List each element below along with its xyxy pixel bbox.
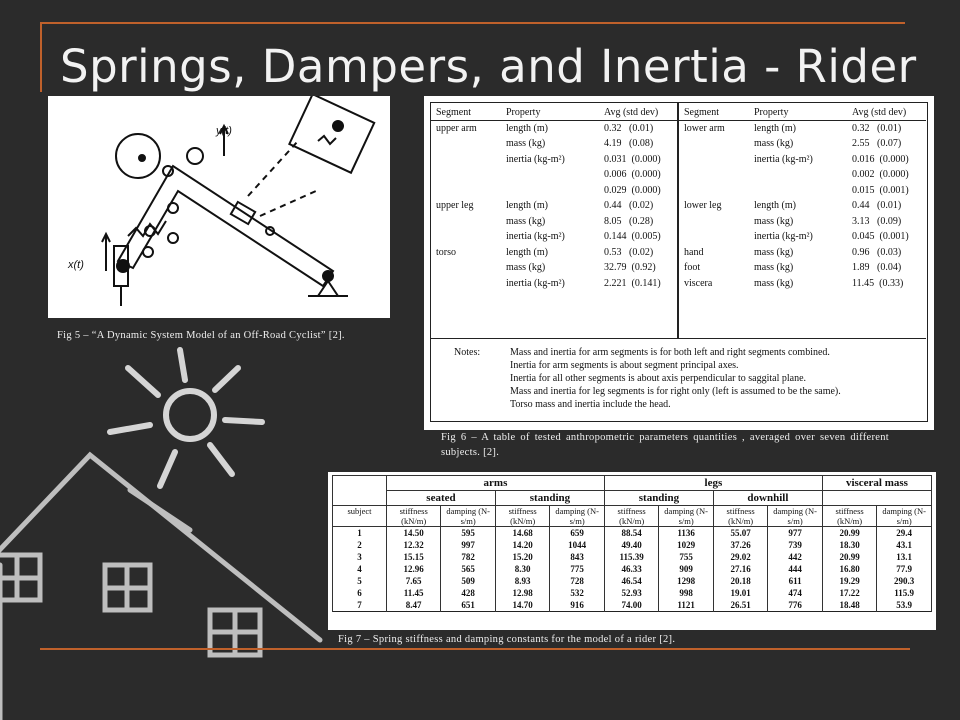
note-line: Inertia for arm segments is about segment principal axes. — [510, 360, 739, 371]
table-row — [680, 183, 926, 199]
column-header: subject — [333, 506, 387, 527]
table-row — [432, 276, 676, 292]
property-cell: mass (kg) — [754, 215, 794, 227]
table-row — [680, 152, 926, 168]
table-cell: 19.01 — [713, 587, 767, 599]
table-cell: 46.33 — [604, 563, 658, 575]
group-header-visceral: visceral mass — [822, 476, 931, 491]
group-header-legs: legs — [604, 476, 822, 491]
header-value: Avg (std dev) — [852, 107, 907, 118]
column-header: stiffness (kN/m) — [495, 506, 549, 527]
table-cell: 14.20 — [495, 539, 549, 551]
value-cell: 0.006 (0.000) — [604, 169, 661, 180]
value-cell: 2.55 (0.07) — [852, 138, 902, 149]
table-cell: 428 — [441, 587, 496, 599]
value-cell: 8.05 (0.28) — [604, 215, 654, 227]
table-row — [432, 214, 676, 230]
table-row — [680, 136, 926, 152]
segment-cell — [680, 152, 750, 168]
table-cell: 1298 — [659, 575, 714, 587]
property-cell — [502, 183, 600, 199]
column-header: stiffness (kN/m) — [604, 506, 658, 527]
fig6-left-table — [432, 105, 676, 291]
table-cell: 14.50 — [386, 527, 440, 540]
table-cell: 115.39 — [604, 551, 658, 563]
property-cell: inertia (kg-m²) — [506, 277, 565, 289]
table-cell: 1121 — [659, 599, 714, 612]
table-row — [432, 245, 676, 261]
table-cell: 18.30 — [822, 539, 876, 551]
segment-cell — [680, 136, 750, 152]
value-cell: 0.32 (0.01) — [852, 122, 902, 134]
table-row — [432, 167, 676, 183]
segment-cell: lower arm — [684, 122, 725, 134]
table-cell: 1 — [333, 527, 387, 540]
table-cell: 49.40 — [604, 539, 658, 551]
table-cell: 442 — [768, 551, 823, 563]
column-header: damping (N-s/m) — [659, 506, 714, 527]
segment-cell: torso — [436, 246, 456, 258]
segment-cell — [432, 229, 502, 245]
table-cell: 14.68 — [495, 527, 549, 540]
table-cell: 595 — [441, 527, 496, 540]
value-cell: 0.045 (0.001) — [852, 231, 909, 242]
value-cell: 0.44 (0.01) — [852, 200, 902, 211]
table-cell: 52.93 — [604, 587, 658, 599]
table-row — [432, 198, 676, 214]
table-row — [333, 551, 932, 563]
segment-cell — [432, 260, 502, 276]
value-cell: 0.96 (0.03) — [852, 246, 902, 258]
table-cell: 20.18 — [713, 575, 767, 587]
header-property: Property — [754, 107, 789, 118]
note-line: Mass and inertia for leg segments is for right only (left is assumed to be the same). — [510, 386, 841, 397]
column-header: damping (N-s/m) — [441, 506, 496, 527]
left-rule — [40, 22, 42, 92]
value-cell: 0.002 (0.000) — [852, 169, 909, 180]
property-cell: length (m) — [506, 246, 548, 258]
table-cell: 8.47 — [386, 599, 440, 612]
property-cell: inertia (kg-m²) — [754, 153, 813, 165]
segment-cell: foot — [684, 262, 701, 273]
segment-cell — [432, 183, 502, 199]
value-cell: 1.89 (0.04) — [852, 262, 902, 273]
column-header: stiffness (kN/m) — [386, 506, 440, 527]
property-cell: inertia (kg-m²) — [506, 231, 565, 242]
value-cell: 0.44 (0.02) — [604, 200, 654, 211]
segment-cell — [680, 167, 750, 183]
value-cell: 3.13 (0.09) — [852, 215, 902, 227]
table-cell: 53.9 — [877, 599, 932, 612]
value-cell: 0.031 (0.000) — [604, 153, 661, 165]
table-cell: 2 — [333, 539, 387, 551]
value-cell: 0.32 (0.01) — [604, 122, 654, 134]
fig6-right-table — [680, 105, 926, 291]
property-cell — [502, 167, 600, 183]
value-cell: 0.144 (0.005) — [604, 231, 661, 242]
table-row — [680, 214, 926, 230]
table-cell: 909 — [659, 563, 714, 575]
segment-cell — [680, 229, 750, 245]
table-cell: 8.30 — [495, 563, 549, 575]
table-cell: 74.00 — [604, 599, 658, 612]
segment-cell — [680, 183, 750, 199]
group-header-arms: arms — [386, 476, 604, 491]
table-row — [432, 229, 676, 245]
table-cell: 6 — [333, 587, 387, 599]
property-cell: length (m) — [754, 122, 796, 134]
table-header-row — [680, 105, 926, 121]
property-cell: inertia (kg-m²) — [506, 153, 565, 165]
table-cell: 88.54 — [604, 527, 658, 540]
value-cell: 0.016 (0.000) — [852, 153, 909, 165]
property-cell: mass (kg) — [754, 277, 794, 289]
bottom-rule — [40, 648, 910, 650]
table-cell: 20.99 — [822, 551, 876, 563]
fig6-table — [424, 96, 934, 430]
note-line: Inertia for all other segments is about axis perpendicular to saggital plane. — [510, 373, 807, 384]
value-cell: 4.19 (0.08) — [604, 138, 654, 149]
table-cell: 77.9 — [877, 563, 932, 575]
fig6-caption: Fig 6 – A table of tested anthropometric parameters quantities , averaged over seven different subjects. [2]. — [441, 432, 889, 458]
table-row — [680, 229, 926, 245]
table-cell: 7.65 — [386, 575, 440, 587]
table-cell: 776 — [768, 599, 823, 612]
table-cell: 15.20 — [495, 551, 549, 563]
table-cell: 115.9 — [877, 587, 932, 599]
header-segment: Segment — [684, 107, 719, 118]
x-label: x(t) — [68, 259, 84, 271]
table-cell: 977 — [768, 527, 823, 540]
table-cell: 27.16 — [713, 563, 767, 575]
table-cell: 3 — [333, 551, 387, 563]
table-cell: 997 — [441, 539, 496, 551]
value-cell: 0.029 (0.000) — [604, 184, 661, 196]
table-row — [432, 183, 676, 199]
table-cell: 509 — [441, 575, 496, 587]
fig5-caption: Fig 5 – “A Dynamic System Model of an Off-Road Cyclist” [2]. — [57, 330, 345, 341]
table-cell: 46.54 — [604, 575, 658, 587]
table-cell: 916 — [550, 599, 605, 612]
table-row — [432, 136, 676, 152]
table-row — [432, 260, 676, 276]
table-cell: 18.48 — [822, 599, 876, 612]
segment-cell: lower leg — [684, 200, 722, 211]
segment-cell — [432, 136, 502, 152]
table-cell: 659 — [550, 527, 605, 540]
segment-cell — [680, 214, 750, 230]
table-cell: 775 — [550, 563, 605, 575]
top-rule — [40, 22, 905, 24]
segment-cell: hand — [684, 246, 704, 258]
property-cell: length (m) — [754, 200, 796, 211]
segment-cell: viscera — [684, 277, 713, 289]
table-cell: 8.93 — [495, 575, 549, 587]
table-row — [680, 167, 926, 183]
group-header-row — [333, 476, 932, 491]
table-row — [333, 563, 932, 575]
sub-header-blank — [822, 491, 931, 506]
table-cell: 17.22 — [822, 587, 876, 599]
header-blank — [333, 476, 387, 506]
column-header: damping (N-s/m) — [550, 506, 605, 527]
fig7-table — [328, 472, 936, 630]
table-cell: 29.4 — [877, 527, 932, 540]
slide-title: Springs, Dampers, and Inertia - Rider — [60, 40, 917, 93]
property-cell: length (m) — [506, 122, 548, 134]
table-row — [680, 260, 926, 276]
property-cell: mass (kg) — [506, 262, 546, 273]
table-cell: 11.45 — [386, 587, 440, 599]
table-cell: 26.51 — [713, 599, 767, 612]
table-cell: 15.15 — [386, 551, 440, 563]
table-row — [333, 587, 932, 599]
property-cell: inertia (kg-m²) — [754, 231, 813, 242]
fig5-diagram — [48, 96, 390, 318]
header-property: Property — [506, 107, 541, 118]
table-cell: 37.26 — [713, 539, 767, 551]
segment-cell: upper arm — [436, 122, 477, 134]
table-cell: 12.96 — [386, 563, 440, 575]
segment-cell — [432, 214, 502, 230]
table-row — [680, 245, 926, 261]
table-cell: 565 — [441, 563, 496, 575]
table-cell: 29.02 — [713, 551, 767, 563]
table-cell: 13.1 — [877, 551, 932, 563]
value-cell: 2.221 (0.141) — [604, 277, 661, 289]
table-cell: 532 — [550, 587, 605, 599]
table-row — [333, 575, 932, 587]
value-cell: 0.015 (0.001) — [852, 184, 909, 196]
table-cell: 5 — [333, 575, 387, 587]
table-cell: 43.1 — [877, 539, 932, 551]
sub-header: downhill — [713, 491, 822, 506]
table-cell: 4 — [333, 563, 387, 575]
table-cell: 611 — [768, 575, 823, 587]
table-cell: 290.3 — [877, 575, 932, 587]
column-header: stiffness (kN/m) — [822, 506, 876, 527]
table-cell: 14.70 — [495, 599, 549, 612]
segment-cell — [432, 276, 502, 292]
table-row — [333, 539, 932, 551]
table-cell: 474 — [768, 587, 823, 599]
table-cell: 55.07 — [713, 527, 767, 540]
table-cell: 651 — [441, 599, 496, 612]
table-cell: 12.98 — [495, 587, 549, 599]
table-header-row — [432, 105, 676, 121]
note-line: Torso mass and inertia include the head. — [510, 399, 671, 410]
table-cell: 1136 — [659, 527, 714, 540]
table-cell: 728 — [550, 575, 605, 587]
table-row — [680, 276, 926, 292]
table-cell: 998 — [659, 587, 714, 599]
sub-header-row — [333, 491, 932, 506]
table-cell: 444 — [768, 563, 823, 575]
table-cell: 843 — [550, 551, 605, 563]
table-row — [432, 121, 676, 137]
column-header: damping (N-s/m) — [768, 506, 823, 527]
property-cell: length (m) — [506, 200, 548, 211]
segment-cell — [432, 167, 502, 183]
value-cell: 0.53 (0.02) — [604, 246, 654, 258]
segment-cell: upper leg — [436, 200, 474, 211]
table-row — [432, 152, 676, 168]
property-cell: mass (kg) — [506, 138, 546, 149]
property-cell: mass (kg) — [754, 138, 794, 149]
sub-header: standing — [495, 491, 604, 506]
property-cell — [750, 167, 848, 183]
table-cell: 7 — [333, 599, 387, 612]
table-cell: 782 — [441, 551, 496, 563]
header-segment: Segment — [436, 107, 471, 118]
column-header-row — [333, 506, 932, 527]
table-row — [680, 121, 926, 137]
table-cell: 19.29 — [822, 575, 876, 587]
property-cell: mass (kg) — [506, 215, 546, 227]
fig7-caption: Fig 7 – Spring stiffness and damping constants for the model of a rider [2]. — [338, 634, 676, 645]
table-row — [680, 198, 926, 214]
table-cell: 739 — [768, 539, 823, 551]
value-cell: 32.79 (0.92) — [604, 262, 656, 273]
table-cell: 1044 — [550, 539, 605, 551]
table-row — [333, 599, 932, 612]
table-cell: 755 — [659, 551, 714, 563]
value-cell: 11.45 (0.33) — [852, 277, 904, 289]
sub-header: standing — [604, 491, 713, 506]
sub-header: seated — [386, 491, 495, 506]
table-cell: 12.32 — [386, 539, 440, 551]
property-cell: mass (kg) — [754, 246, 794, 258]
table-cell: 20.99 — [822, 527, 876, 540]
table-row — [333, 527, 932, 540]
table-cell: 1029 — [659, 539, 714, 551]
header-value: Avg (std dev) — [604, 107, 659, 118]
column-header: stiffness (kN/m) — [713, 506, 767, 527]
property-cell: mass (kg) — [754, 262, 794, 273]
segment-cell — [432, 152, 502, 168]
column-header: damping (N-s/m) — [877, 506, 932, 527]
notes-label: Notes: — [454, 347, 481, 358]
property-cell — [750, 183, 848, 199]
note-line: Mass and inertia for arm segments is for both left and right segments combined. — [510, 347, 830, 358]
y-label: y(t) — [216, 125, 232, 137]
table-cell: 16.80 — [822, 563, 876, 575]
